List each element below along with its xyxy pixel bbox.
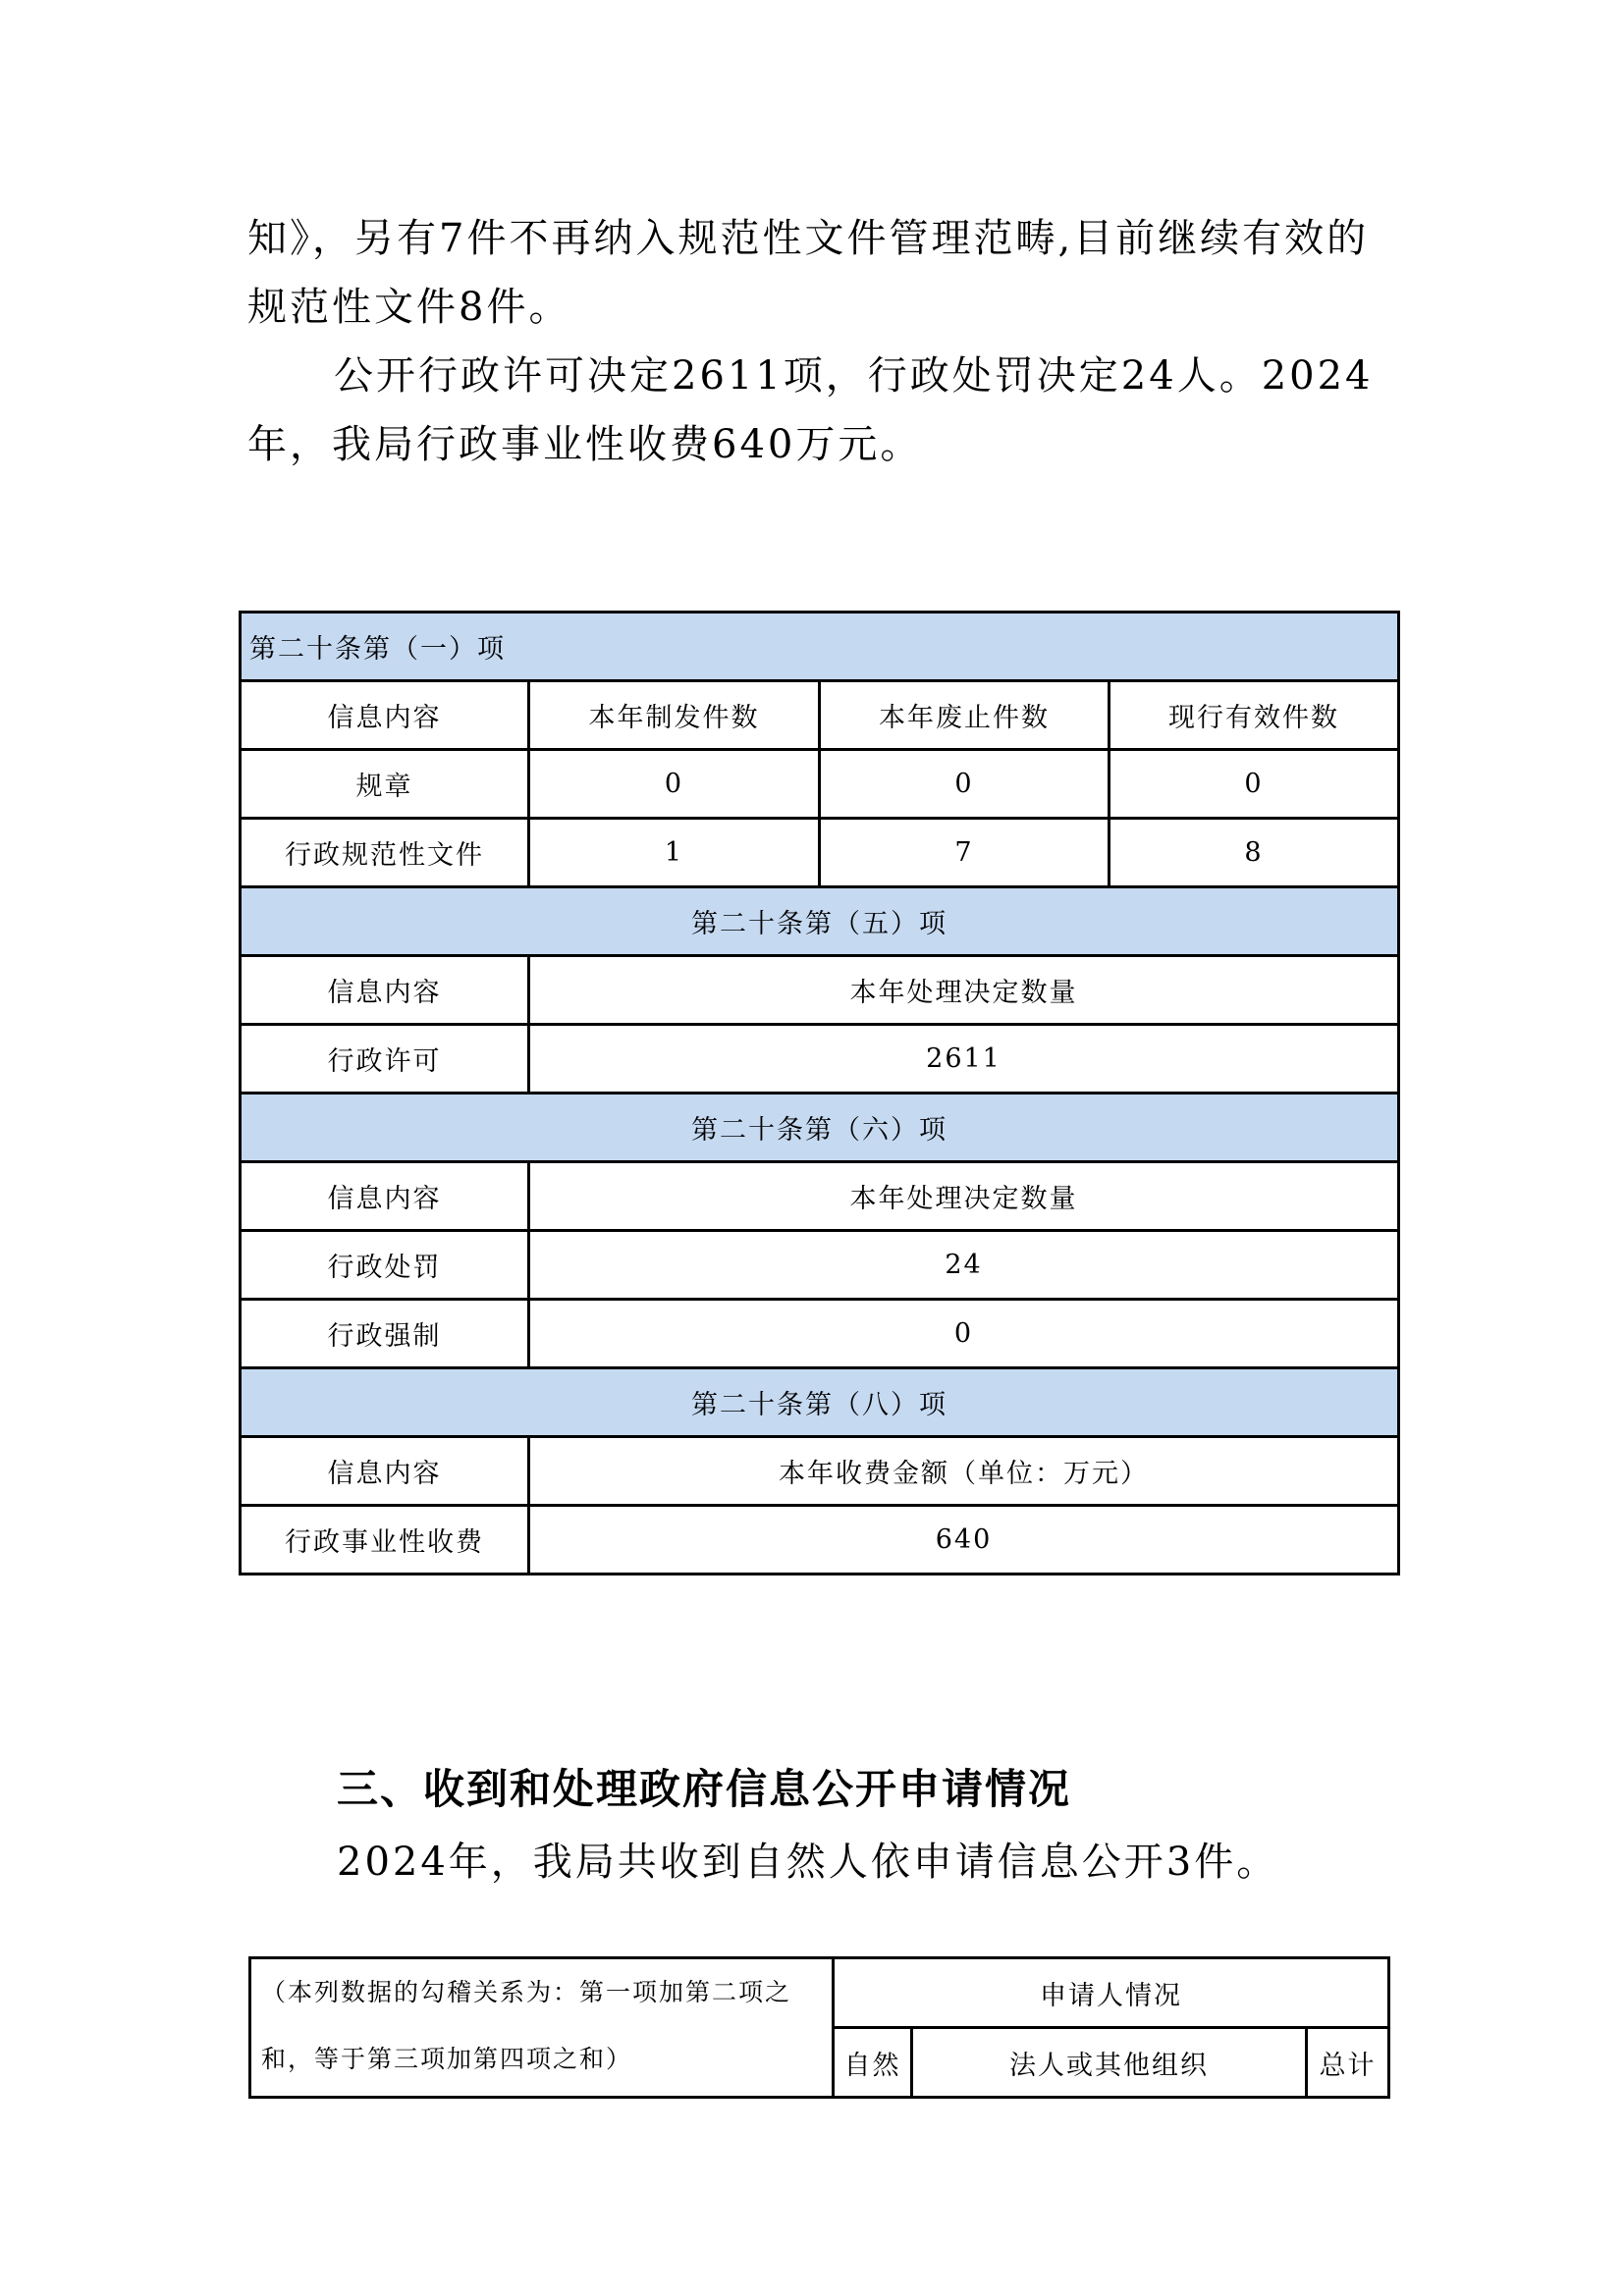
cell-value: 2611 (529, 1025, 1399, 1094)
table-row (241, 819, 1399, 887)
header-cell: 信息内容 (241, 681, 529, 750)
header-row (241, 681, 1399, 750)
row-label: 行政强制 (241, 1300, 529, 1368)
cell-value: 7 (820, 819, 1110, 887)
cell-value: 0 (820, 750, 1110, 819)
header-cell: 信息内容 (241, 956, 529, 1025)
section-title-row (241, 613, 1399, 681)
header-cell: 信息内容 (241, 1162, 529, 1231)
cell-value: 1 (529, 819, 820, 887)
section-title: 第二十条第（五）项 (241, 887, 1399, 956)
table-row (241, 1231, 1399, 1300)
section-title-row (241, 1094, 1399, 1162)
row-label: 行政规范性文件 (241, 819, 529, 887)
section-title: 第二十条第（六）项 (241, 1094, 1399, 1162)
header-cell: 本年处理决定数量 (529, 1162, 1399, 1231)
section-title: 第二十条第（八）项 (241, 1368, 1399, 1437)
section-title-row (241, 1368, 1399, 1437)
header-cell: 现行有效件数 (1110, 681, 1399, 750)
table-row (241, 1025, 1399, 1094)
cell-value: 8 (1110, 819, 1399, 887)
row-label: 规章 (241, 750, 529, 819)
paragraph-2: 公开行政许可决定2611项，行政处罚决定24人。2024年，我局行政事业性收费640万元。 (247, 353, 1374, 467)
header-row (241, 956, 1399, 1025)
cell-value: 0 (529, 750, 820, 819)
section-title: 第二十条第（一）项 (241, 613, 1399, 681)
table-row (241, 1300, 1399, 1368)
paragraph-3: 2024年，我局共收到自然人依申请信息公开3件。 (337, 1840, 1279, 1885)
disclosure-table (239, 611, 1400, 1575)
header-cell: 信息内容 (241, 1437, 529, 1506)
table-row (250, 1958, 1389, 2028)
header-cell: 本年收费金额（单位：万元） (529, 1437, 1399, 1506)
paragraph-1: 知》，另有7件不再纳入规范性文件管理范畴,目前继续有效的规范性文件8件。 (247, 216, 1370, 330)
cell-value: 640 (529, 1506, 1399, 1575)
cell-value: 24 (529, 1231, 1399, 1300)
header-cell: 总计 (1307, 2028, 1389, 2098)
cell-value: 0 (529, 1300, 1399, 1368)
relation-note (250, 1958, 834, 2098)
cell-value: 0 (1110, 750, 1399, 819)
row-label: 行政许可 (241, 1025, 529, 1094)
section-title-row (241, 887, 1399, 956)
header-cell: 自然 (834, 2028, 912, 2098)
header-row (241, 1437, 1399, 1506)
header-cell: 法人或其他组织 (912, 2028, 1307, 2098)
section-heading: 三、收到和处理政府信息公开申请情况 (337, 1765, 1072, 1813)
header-cell: 本年制发件数 (529, 681, 820, 750)
applicant-header: 申请人情况 (834, 1958, 1389, 2028)
header-row (241, 1162, 1399, 1231)
header-cell: 本年处理决定数量 (529, 956, 1399, 1025)
header-cell: 本年废止件数 (820, 681, 1110, 750)
table-row (241, 1506, 1399, 1575)
row-label: 行政事业性收费 (241, 1506, 529, 1575)
note-line-2: 和，等于第三项加第四项之和） (261, 2045, 633, 2073)
application-table (248, 1956, 1390, 2099)
row-label: 行政处罚 (241, 1231, 529, 1300)
note-line-1: （本列数据的勾稽关系为：第一项加第二项之 (261, 1978, 792, 2006)
table-row (241, 750, 1399, 819)
